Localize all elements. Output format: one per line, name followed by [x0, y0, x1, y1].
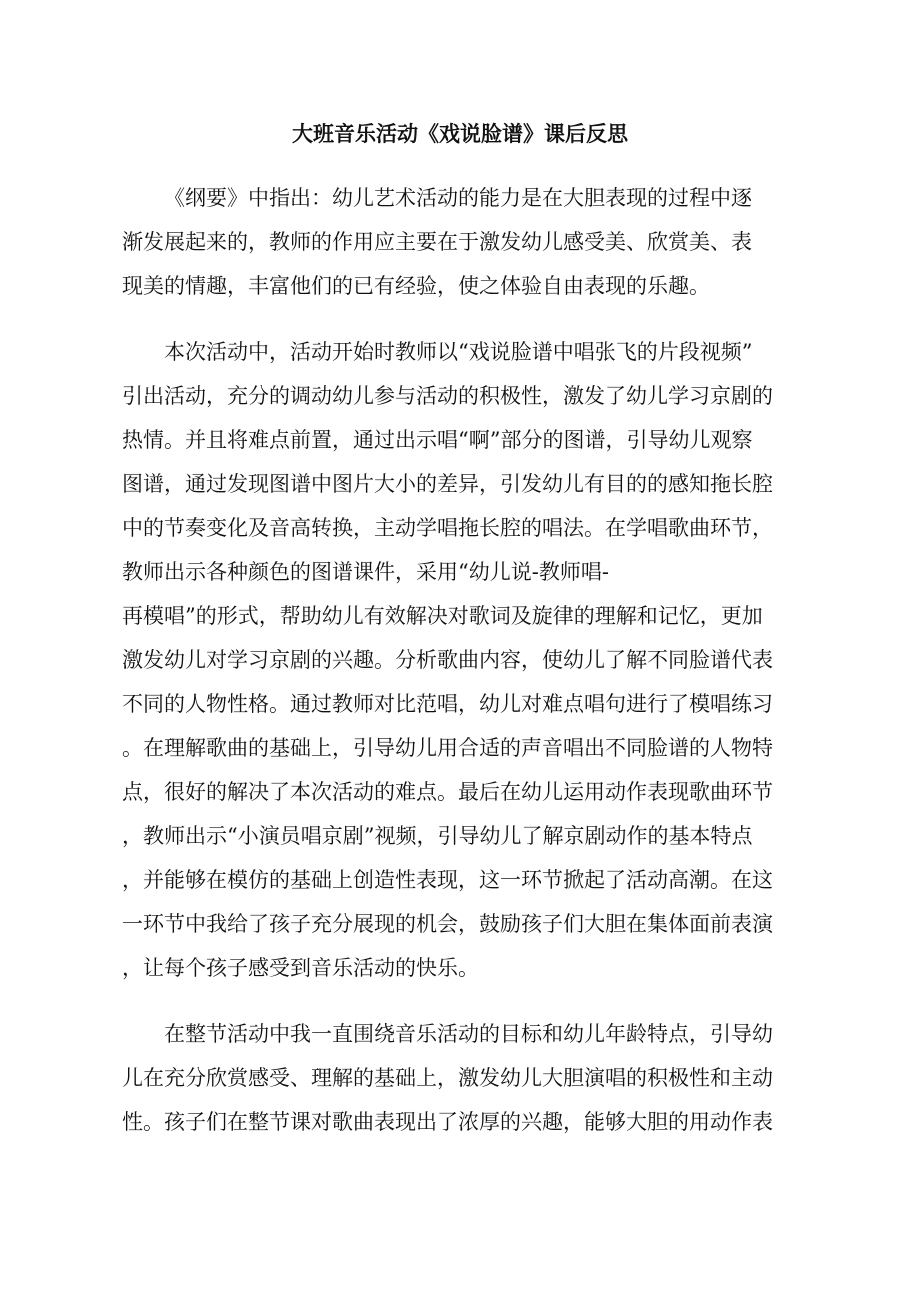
paragraph-2-line-4: 图谱，通过发现图谱中图片大小的差异，引发幼儿有目的的感知拖长腔 — [122, 472, 773, 496]
paragraph-2-line-11: 点，很好的解决了本次活动的难点。最后在幼儿运用动作表现歌曲环节 — [122, 780, 773, 804]
paragraph-3-line-1: 在整节活动中我一直围绕音乐活动的目标和幼儿年龄特点，引导幼 — [164, 1022, 773, 1046]
paragraph-2-line-12: ，教师出示“小演员唱京剧”视频，引导幼儿了解京剧动作的基本特点 — [122, 824, 753, 848]
paragraph-2-line-15: ，让每个孩子感受到音乐活动的快乐。 — [122, 956, 479, 980]
paragraph-1-line-2: 渐发展起来的，教师的作用应主要在于激发幼儿感受美、欣赏美、表 — [122, 230, 752, 254]
paragraph-1-line-3: 现美的情趣，丰富他们的已有经验，使之体验自由表现的乐趣。 — [122, 274, 710, 298]
paragraph-3-line-3: 性。孩子们在整节课对歌曲表现出了浓厚的兴趣，能够大胆的用动作表 — [122, 1110, 773, 1134]
paragraph-2-line-9: 不同的人物性格。通过教师对比范唱，幼儿对难点唱句进行了模唱练习 — [122, 692, 773, 716]
paragraph-2-line-1: 本次活动中，活动开始时教师以“戏说脸谱中唱张飞的片段视频” — [164, 340, 753, 364]
paragraph-2-line-3: 热情。并且将难点前置，通过出示唱“啊”部分的图谱，引导幼儿观察 — [122, 428, 753, 452]
paragraph-1-line-1: 《纲要》中指出：幼儿艺术活动的能力是在大胆表现的过程中逐 — [164, 186, 752, 210]
paragraph-2-line-8: 激发幼儿对学习京剧的兴趣。分析歌曲内容，使幼儿了解不同脸谱代表 — [122, 648, 773, 672]
paragraph-3-line-2: 儿在充分欣赏感受、理解的基础上，激发幼儿大胆演唱的积极性和主动 — [122, 1066, 773, 1090]
paragraph-2-line-10: 。在理解歌曲的基础上，引导幼儿用合适的声音唱出不同脸谱的人物特 — [122, 736, 773, 760]
paragraph-2-line-7: 再模唱”的形式，帮助幼儿有效解决对歌词及旋律的理解和记忆，更加 — [122, 604, 763, 628]
paragraph-2-line-6: 教师出示各种颜色的图谱课件，采用“幼儿说-教师唱- — [122, 560, 609, 584]
paragraph-2-line-14: 一环节中我给了孩子充分展现的机会，鼓励孩子们大胆在集体面前表演 — [122, 912, 773, 936]
paragraph-2-line-5: 中的节奏变化及音高转换，主动学唱拖长腔的唱法。在学唱歌曲环节， — [122, 516, 773, 540]
paragraph-2-line-13: ，并能够在模仿的基础上创造性表现，这一环节掀起了活动高潮。在这 — [122, 868, 773, 892]
document-title: 大班音乐活动《戏说脸谱》课后反思 — [292, 121, 628, 146]
paragraph-2-line-2: 引出活动，充分的调动幼儿参与活动的积极性，激发了幼儿学习京剧的 — [122, 384, 773, 408]
